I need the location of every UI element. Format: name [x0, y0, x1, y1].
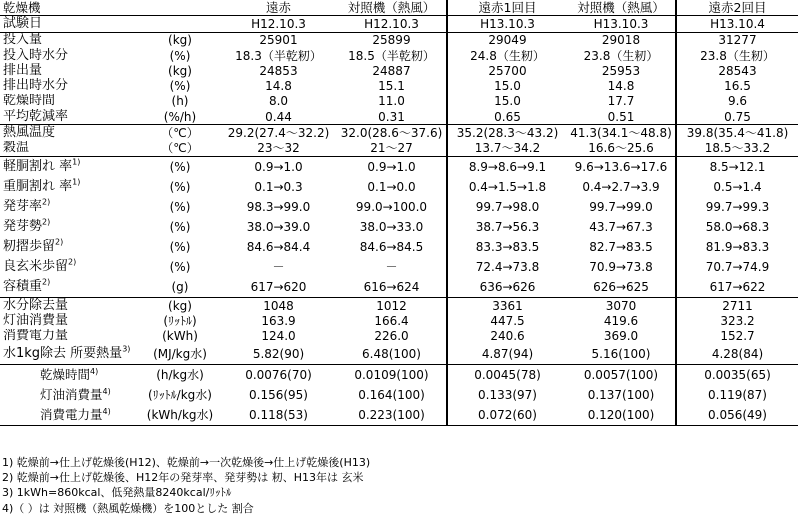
row-value-col-0: 29.2(27.4～32.2)	[227, 126, 330, 141]
row-value-col-2: 8.9→8.6→9.1	[447, 156, 567, 177]
table-row	[0, 109, 798, 125]
row-value-col-1: H12.10.3	[364, 16, 419, 31]
row-unit: (kWh)	[162, 329, 198, 344]
row-value-col-0: 0.9→1.0	[254, 159, 303, 174]
row-unit: (kWh/kg水)	[146, 407, 214, 422]
row-unit: （℃）	[161, 141, 199, 156]
row-value-col-4: 0.056(49)	[676, 405, 798, 426]
row-label	[0, 125, 140, 141]
row-value-col-0: 1048	[263, 298, 294, 313]
row-value-col-4: 152.7	[676, 329, 798, 344]
row-value-col-0: 18.3（半乾籾）	[235, 48, 322, 63]
row-value-col-3: H13.10.3	[593, 16, 649, 31]
row-value-col-1: 226.0	[374, 329, 409, 344]
footnote-ref: 2)	[42, 277, 51, 287]
row-value-col-3: 99.7→99.0	[589, 199, 653, 214]
row-label	[0, 385, 140, 405]
row-unit: (%)	[169, 259, 191, 274]
table-row	[0, 125, 798, 141]
row-label	[0, 78, 140, 93]
row-label	[0, 237, 140, 257]
row-value-col-3: 0.4→2.7→3.9	[582, 179, 660, 194]
footnote-ref: 2)	[42, 217, 51, 227]
table-row	[0, 94, 798, 109]
row-value-col-1: 84.6→84.5	[359, 239, 424, 254]
row-value-col-0: 98.3→99.0	[246, 199, 311, 214]
row-value-col-3: 70.9→73.8	[589, 259, 653, 274]
row-label-text: 消費電力量	[3, 328, 69, 344]
row-value-col-2: 35.2(28.3～43.2)	[447, 125, 567, 141]
row-value-col-0: －	[272, 259, 285, 274]
table-row	[0, 217, 798, 237]
row-value-col-2: 4.87(94)	[447, 344, 567, 365]
table-row	[0, 141, 798, 157]
row-value-col-2: 25700	[447, 63, 567, 78]
row-value-col-2: 83.3→83.5	[447, 237, 567, 257]
row-value-col-3: 41.3(34.1～48.8)	[570, 126, 672, 141]
row-label	[0, 405, 140, 426]
row-value-col-0: 8.0	[268, 94, 289, 109]
table-row	[0, 237, 798, 257]
table-row	[0, 344, 798, 365]
row-label-text: 乾燥時間	[40, 366, 91, 382]
row-value-col-4: 81.9→83.3	[676, 237, 798, 257]
row-value-col-4: 28543	[676, 63, 798, 78]
row-label-text: 投入時水分	[3, 47, 69, 63]
row-value-col-4: 23.8（生籾）	[676, 48, 798, 63]
row-value-col-1: 1012	[376, 298, 407, 313]
row-value-col-0: 0.118(53)	[249, 407, 308, 422]
footnote-2: 2) 乾燥前→仕上げ乾燥後、H12年の発芽率、発芽勢は 籾、H13年は 玄米	[2, 471, 364, 485]
row-label	[0, 16, 140, 32]
row-value-col-4: 0.75	[676, 109, 798, 125]
row-value-col-4: 99.7→99.3	[676, 197, 798, 217]
row-value-col-4: 323.2	[676, 313, 798, 328]
row-value-col-2: 3361	[447, 297, 567, 313]
table-row	[0, 277, 798, 298]
row-unit: (%/h)	[163, 109, 197, 124]
row-label-text: 穀温	[3, 140, 30, 156]
row-value-col-1: 11.0	[378, 94, 405, 109]
row-label-text: 排出時水分	[3, 78, 69, 94]
row-value-col-4: H13.10.4	[676, 16, 798, 32]
row-value-col-3: 5.16(100)	[591, 346, 651, 361]
row-value-col-4: 4.28(84)	[676, 344, 798, 365]
row-unit: (%)	[169, 179, 191, 194]
row-value-col-2: 0.072(60)	[447, 405, 567, 426]
row-label	[0, 197, 140, 217]
row-value-col-1: 21～27	[370, 141, 413, 156]
row-label	[0, 94, 140, 109]
row-label	[0, 63, 140, 78]
row-label-text: 発芽率	[3, 198, 43, 214]
row-value-col-4: 9.6	[676, 94, 798, 109]
row-value-col-4: 70.7→74.9	[676, 257, 798, 277]
footnote-ref: 4)	[102, 386, 111, 396]
row-unit: （℃）	[161, 126, 199, 141]
row-value-col-2: 29049	[447, 32, 567, 48]
row-label-text: 水1kg除去 所要熱量	[3, 345, 123, 361]
row-label	[0, 277, 140, 298]
row-label-text: 軽胴割れ 率	[3, 158, 73, 174]
row-value-col-0: 25901	[259, 33, 298, 48]
header-col-3: 対照機（熱風）	[577, 0, 665, 15]
row-unit: (%)	[169, 159, 191, 174]
row-value-col-3: 25953	[601, 63, 641, 78]
row-label	[0, 364, 140, 385]
footnotes	[2, 455, 370, 516]
row-unit: (h)	[171, 94, 189, 109]
row-value-col-4: 0.5→1.4	[676, 177, 798, 197]
row-value-col-1: 0.0109(100)	[354, 367, 429, 382]
row-unit: (kg)	[168, 298, 192, 313]
row-value-col-2: 13.7～34.2	[447, 141, 567, 157]
row-label-text: 投入量	[3, 32, 43, 48]
row-label	[0, 329, 140, 344]
row-value-col-3: 17.7	[607, 94, 635, 109]
table-row	[0, 329, 798, 344]
footnote-ref: 3)	[122, 344, 131, 354]
row-value-col-0: 84.6→84.4	[246, 239, 311, 254]
header-unit	[140, 0, 220, 16]
row-label	[0, 297, 140, 313]
row-value-col-1: 15.1	[378, 79, 405, 94]
row-value-col-3: 369.0	[603, 329, 639, 344]
table-row	[0, 297, 798, 313]
row-value-col-2: 0.65	[447, 109, 567, 125]
row-label-text: 排出量	[3, 63, 43, 78]
footnote-ref: 4)	[90, 366, 99, 376]
row-unit: (g)	[171, 279, 189, 294]
row-value-col-1: 616→624	[363, 279, 420, 294]
row-label	[0, 32, 140, 48]
row-value-col-2: 240.6	[447, 329, 567, 344]
row-unit: (%)	[169, 219, 191, 234]
row-unit: (%)	[169, 79, 191, 94]
row-label	[0, 141, 140, 157]
row-value-col-3: 16.6～25.6	[588, 141, 654, 156]
table-row	[0, 364, 798, 385]
row-label-text: 平均乾減率	[3, 109, 69, 124]
row-value-col-4: 31277	[676, 32, 798, 48]
row-label-text: 試験日	[3, 15, 43, 31]
header-col-0: 遠赤	[265, 0, 291, 15]
row-value-col-0: H12.10.3	[251, 16, 306, 31]
footnote-1: 1) 乾燥前→仕上げ乾燥後(H12)、乾燥前→一次乾燥後→仕上げ乾燥後(H13)	[2, 456, 371, 469]
table-row	[0, 177, 798, 197]
footnote-3: 3) 1kWh=860kcal、低発熱量8240kcal/ﾘｯﾄﾙ	[2, 486, 232, 500]
footnote-4: 4)（ ）は 対照機（熱風乾燥機）を100とした 割合	[2, 501, 254, 515]
row-value-col-3: 3070	[605, 298, 637, 313]
header-col-1: 対照機（熱風）	[347, 0, 436, 15]
row-label	[0, 344, 140, 365]
row-value-col-0: 617→620	[250, 279, 307, 294]
row-value-col-2: 24.8（生籾）	[447, 48, 567, 63]
row-label	[0, 257, 140, 277]
row-value-col-0: 23～32	[257, 141, 300, 156]
row-label-text: 灯油消費量	[3, 313, 69, 328]
row-value-col-0: 124.0	[261, 329, 296, 344]
row-value-col-4: 16.5	[676, 78, 798, 93]
row-label	[0, 217, 140, 237]
row-value-col-2: 38.7→56.3	[447, 217, 567, 237]
row-value-col-2: 15.0	[447, 78, 567, 93]
row-unit: (h/kg水)	[156, 367, 204, 382]
row-label-text: 容積重	[3, 278, 43, 294]
row-label-text: 水分除去量	[3, 297, 69, 313]
row-value-col-1: 24887	[372, 63, 411, 78]
row-value-col-4: 0.0035(65)	[676, 364, 798, 385]
row-label-text: 発芽勢	[3, 218, 43, 234]
row-value-col-4: 0.119(87)	[676, 385, 798, 405]
row-value-col-3: 23.8（生籾）	[583, 48, 659, 63]
row-value-col-1: 99.0→100.0	[355, 199, 428, 214]
header-col-4: 遠赤2回目	[676, 0, 798, 16]
row-unit: (%)	[169, 48, 191, 63]
header-row	[0, 0, 798, 16]
row-value-col-2: 447.5	[447, 313, 567, 328]
row-value-col-1: 0.9→1.0	[367, 159, 416, 174]
row-value-col-0: 0.0076(70)	[245, 367, 312, 382]
row-value-col-0: 163.9	[261, 313, 296, 328]
row-value-col-1: 0.223(100)	[358, 407, 425, 422]
table-row	[0, 32, 798, 48]
row-value-col-3: 9.6→13.6→17.6	[574, 159, 668, 174]
row-value-col-3: 626→625	[593, 279, 649, 294]
row-label	[0, 177, 140, 197]
table-row	[0, 78, 798, 93]
row-label	[0, 109, 140, 125]
row-value-col-1: 0.1→0.0	[367, 179, 416, 194]
row-value-col-1: 166.4	[374, 313, 409, 328]
row-value-col-0: 0.1→0.3	[254, 179, 303, 194]
row-value-col-3: 14.8	[607, 79, 635, 94]
table-row	[0, 405, 798, 426]
row-value-col-4: 8.5→12.1	[676, 156, 798, 177]
table-row	[0, 63, 798, 78]
table-row	[0, 385, 798, 405]
row-label-text: 消費電力量	[40, 406, 103, 422]
row-label-text: 籾摺歩留	[3, 238, 56, 254]
row-unit: (MJ/kg水)	[153, 346, 207, 361]
footnote-ref: 1)	[72, 177, 81, 187]
row-value-col-1: 38.0→33.0	[359, 219, 424, 234]
header-col-2: 遠赤1回目	[447, 0, 567, 16]
row-value-col-0: 0.156(95)	[249, 387, 308, 402]
row-value-col-2: 99.7→98.0	[447, 197, 567, 217]
row-value-col-4: 18.5～33.2	[676, 141, 798, 157]
row-value-col-1: －	[385, 259, 398, 274]
row-value-col-3: 0.51	[607, 109, 635, 124]
row-value-col-4: 2711	[676, 297, 798, 313]
row-value-col-2: 72.4→73.8	[447, 257, 567, 277]
row-value-col-3: 43.7→67.3	[589, 219, 653, 234]
row-value-col-0: 24853	[259, 63, 298, 78]
row-value-col-2: 0.4→1.5→1.8	[447, 177, 567, 197]
row-value-col-2: 0.133(97)	[447, 385, 567, 405]
row-unit: (ﾘｯﾄﾙ/kg水)	[148, 387, 212, 402]
row-value-col-4: 617→622	[676, 277, 798, 298]
footnote-ref: 2)	[55, 237, 64, 247]
table-row	[0, 16, 798, 32]
row-value-col-2: H13.10.3	[447, 16, 567, 32]
row-value-col-3: 0.137(100)	[587, 387, 655, 402]
row-label-text: 重胴割れ 率	[3, 178, 73, 194]
footnote-ref: 4)	[102, 406, 111, 416]
row-value-col-3: 419.6	[603, 313, 639, 328]
row-label-text: 灯油消費量	[40, 386, 103, 402]
table-row	[0, 257, 798, 277]
row-value-col-3: 0.120(100)	[587, 407, 655, 422]
table-row	[0, 313, 798, 328]
row-unit: (%)	[169, 199, 191, 214]
row-value-col-3: 29018	[601, 33, 641, 48]
footnote-ref: 2)	[68, 257, 77, 267]
row-value-col-1: 25899	[372, 33, 411, 48]
row-value-col-0: 38.0→39.0	[246, 219, 311, 234]
row-value-col-1: 0.31	[378, 109, 405, 124]
footnote-ref: 1)	[72, 157, 81, 167]
row-value-col-1: 6.48(100)	[362, 346, 421, 361]
row-value-col-1: 32.0(28.6～37.6)	[340, 126, 443, 141]
row-unit: (ﾘｯﾄﾙ)	[163, 313, 197, 328]
row-value-col-0: 14.8	[265, 79, 292, 94]
row-value-col-4: 39.8(35.4～41.8)	[676, 125, 798, 141]
row-unit	[140, 16, 220, 32]
footnote-ref: 2)	[42, 197, 51, 207]
row-value-col-1: 0.164(100)	[358, 387, 425, 402]
row-unit: (kg)	[168, 63, 192, 78]
row-value-col-4: 58.0→68.3	[676, 217, 798, 237]
row-value-col-2: 15.0	[447, 94, 567, 109]
row-value-col-3: 82.7→83.5	[589, 239, 653, 254]
row-label	[0, 313, 140, 328]
row-value-col-1: 18.5（半乾籾）	[348, 48, 435, 63]
table-row	[0, 197, 798, 217]
table-row	[0, 156, 798, 177]
row-label-text: 熱風温度	[3, 125, 56, 141]
row-unit: (%)	[169, 239, 191, 254]
row-value-col-2: 0.0045(78)	[447, 364, 567, 385]
row-value-col-2: 636→626	[447, 277, 567, 298]
row-label	[0, 156, 140, 177]
row-value-col-0: 5.82(90)	[252, 346, 305, 361]
table-row	[0, 48, 798, 63]
row-label-text: 良玄米歩留	[3, 258, 69, 274]
row-label-text: 乾燥時間	[3, 93, 56, 109]
header-label: 乾燥機	[3, 0, 41, 15]
row-value-col-0: 0.44	[265, 109, 292, 124]
row-value-col-3: 0.0057(100)	[583, 367, 659, 382]
row-label	[0, 48, 140, 63]
row-unit: (kg)	[168, 33, 192, 48]
